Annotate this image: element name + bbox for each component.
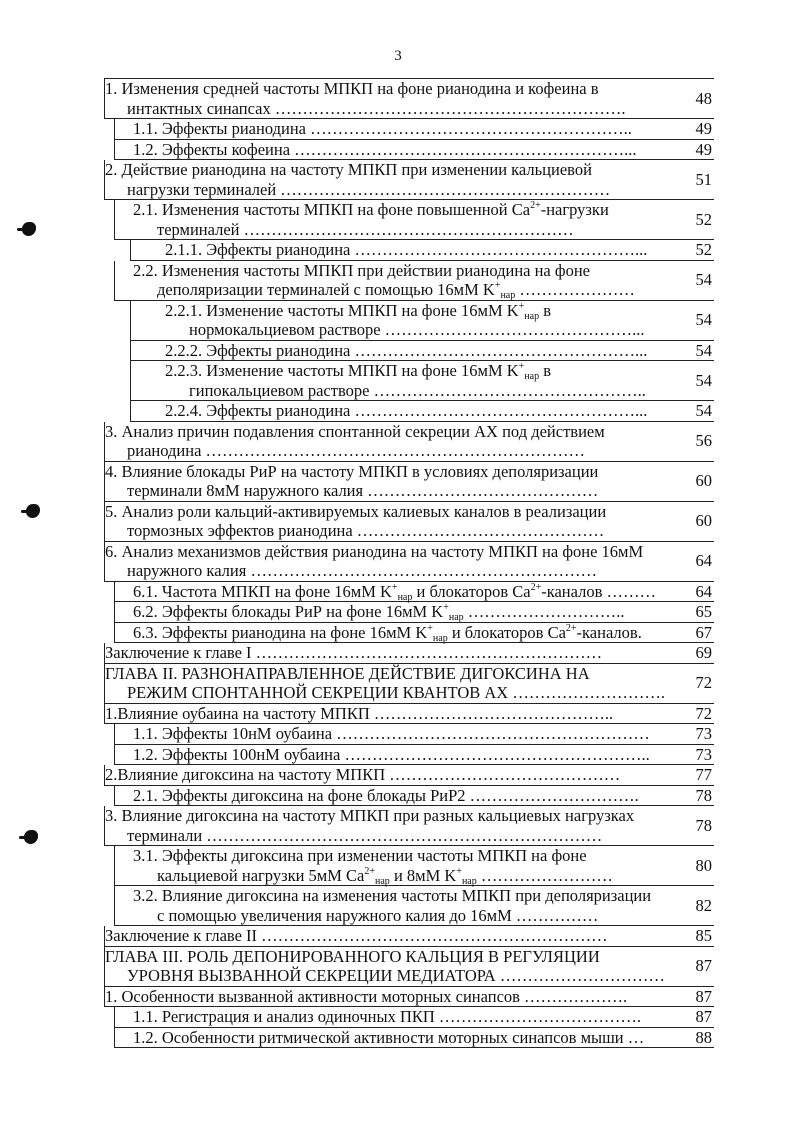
toc-entry-title [105,643,676,663]
toc-entry-page: 54 [695,310,712,330]
toc-entry-line: 3. Влияние дигоксина на частоту МПКП при разных кальциевых нагрузках [105,806,635,825]
toc-entry-line: 1. Особенности вызванной активности моторных синапсов ………………. [105,986,628,1006]
toc-entry-page: 52 [695,240,712,259]
toc-entry-line: рианодина …………………………………………………………… [127,441,586,460]
toc-entry-line: нагрузки терминалей …………………………………………………… [127,179,611,199]
toc-entry [130,341,714,362]
toc-entry-title [105,79,676,118]
toc-entry-line: Заключение к главе II ……………………………………………………… [105,926,608,945]
toc-entry-line: деполяризации терминалей с помощью 16мМ $K^+_{нар}$ ………………… [157,280,635,301]
toc-entry [104,462,714,502]
toc-entry-page: 72 [695,673,712,693]
toc-entry-title [105,987,676,1007]
toc-entry-title [115,724,676,744]
toc-entry-line: 2.2.1. Изменение частоты МПКП на фоне 16мМ $K^+_{нар}$ в [165,300,552,322]
toc-entry [104,664,714,704]
toc-entry-line: 3.2. Влияние дигоксина на изменения частоты МПКП при деполяризации [133,886,652,905]
toc-entry-line: кальциевой нагрузки 5мМ $Ca^{2+}_{нар}$ и 8мМ $K^+_{нар}$ …………………… [157,865,613,887]
toc-entry [104,502,714,542]
toc-entry [130,401,714,422]
toc-entry-line: терминали ……………………………………………………………… [127,825,603,845]
toc-entry-title [105,542,676,581]
table-of-contents [104,78,714,1048]
toc-entry-title [115,786,676,806]
toc-entry-page: 64 [695,551,712,571]
toc-entry-page: 60 [695,511,712,531]
toc-entry-title [115,200,676,239]
toc-entry-title [131,361,676,400]
toc-entry-page: 56 [695,431,712,451]
toc-entry [104,643,714,664]
toc-entry-page: 88 [695,1027,712,1047]
toc-entry-line: 1.1. Эффекты 10нМ оубаина ………………………………………………… [133,724,650,743]
toc-entry [104,542,714,582]
toc-entry-title [105,704,676,724]
toc-entry-line: интактных синапсах ………………………………………………………. [127,98,626,118]
toc-entry-page: 51 [695,169,712,189]
toc-entry-title [115,623,676,643]
toc-entry-line: тормозных эффектов рианодина ……………………………………… [127,521,605,540]
toc-entry [114,623,714,644]
toc-entry-line: УРОВНЯ ВЫЗВАННОЙ СЕКРЕЦИИ МЕДИАТОРА ………………………… [127,966,665,985]
toc-entry-line: 1.2. Эффекты кофеина ……………………………………………………... [133,139,637,159]
toc-entry-line: 6. Анализ механизмов действия рианодина на частоту МПКП на фоне 16мМ [105,541,644,561]
toc-entry-line: 3.1. Эффекты дигоксина при изменении частоты МПКП на фоне [133,846,587,865]
toc-entry-line: терминали 8мМ наружного калия …………………………………… [127,481,599,500]
toc-entry-line: ГЛАВА III. РОЛЬ ДЕПОНИРОВАННОГО КАЛЬЦИЯ В РЕГУЛЯЦИИ [105,946,600,966]
toc-entry-line: 1.2. Эффекты 100нМ оубаина ……………………………………………….. [133,744,650,764]
toc-entry-title [131,341,676,361]
toc-entry-line: 5. Анализ роли кальций-активируемых калиевых каналов в реализации [105,501,607,521]
toc-entry-line: 2.2.4. Эффекты рианодина ……………………………………………... [165,401,648,420]
toc-entry [104,704,714,725]
toc-entry-page: 77 [695,765,712,784]
toc-entry-title [105,806,676,845]
toc-entry-page: 54 [695,270,712,290]
ink-blot-1 [22,222,36,236]
toc-entry [104,160,714,200]
toc-entry-title [105,926,676,946]
toc-entry [104,926,714,947]
toc-entry-line: терминалей …………………………………………………… [157,219,574,239]
toc-entry [130,240,714,261]
toc-entry [114,724,714,745]
toc-entry-page: 78 [695,815,712,835]
toc-entry-line: 4. Влияние блокады РиР на частоту МПКП в условиях деполяризации [105,461,599,481]
toc-entry-line: 6.3. Эффекты рианодина на фоне 16мМ $K^+_{нар}$ и блокаторов $Ca^{2+}$-каналов. [133,622,642,644]
toc-entry-title [115,140,676,160]
toc-entry [114,786,714,807]
toc-entry-title [115,261,676,300]
toc-entry-line: ГЛАВА II. РАЗНОНАПРАВЛЕННОЕ ДЕЙСТВИЕ ДИГОКСИНА НА [105,663,590,683]
ink-blot-3 [24,830,38,844]
toc-entry-line: 6.1. Частота МПКП на фоне 16мМ $K^+_{нар}$ и блокаторов $Ca^{2+}$-каналов ……… [133,581,656,603]
toc-entry-page: 49 [695,119,712,138]
toc-entry-title [105,664,676,703]
toc-entry-title [115,582,676,602]
toc-entry-title [105,502,676,541]
toc-entry-page: 67 [695,622,712,642]
toc-entry [104,765,714,786]
toc-entry-line: 2. Действие рианодина на частоту МПКП при изменении кальциевой [105,160,592,179]
toc-entry-page: 64 [695,581,712,601]
toc-entry [114,200,714,240]
toc-entry-title [115,1007,676,1027]
page-number: 3 [394,48,402,64]
toc-entry-line: нормокальциевом растворе ………………………………………... [189,320,645,339]
toc-entry-page: 54 [695,340,712,360]
toc-entry-line: 1. Изменения средней частоты МПКП на фоне рианодина и кофеина в [105,79,599,98]
toc-entry-page: 73 [695,724,712,743]
toc-entry-title [115,119,676,139]
toc-entry-page: 72 [695,703,712,723]
toc-entry-line: 1.2. Особенности ритмической активности моторных синапсов мыши … [133,1027,645,1047]
toc-entry [114,602,714,623]
toc-entry [104,78,714,119]
toc-entry-line: 2.1.1. Эффекты рианодина ……………………………………………... [165,240,648,259]
toc-entry-title [105,947,676,986]
toc-entry-title [115,602,676,622]
toc-entry-page: 87 [695,1007,712,1026]
toc-entry-title [131,240,676,260]
toc-entry [104,422,714,462]
toc-entry-page: 87 [695,986,712,1006]
toc-entry-page: 78 [695,785,712,805]
toc-entry-line: 2.2.3. Изменение частоты МПКП на фоне 16мМ $K^+_{нар}$ в [165,361,552,382]
toc-entry [104,987,714,1008]
toc-entry-line: с помощью увеличения наружного калия до 16мМ …………… [157,905,599,925]
toc-entry [114,140,714,161]
toc-entry-page: 82 [695,895,712,915]
toc-entry-line: 1.Влияние оубаина на частоту МПКП …………………………………….. [105,703,614,723]
toc-entry-title [105,462,676,501]
toc-entry-title [115,846,676,885]
toc-entry [114,1007,714,1028]
ink-blot-2 [26,504,40,518]
toc-entry-title [131,401,676,421]
toc-entry [114,261,714,301]
toc-entry-line: Заключение к главе I ……………………………………………………… [105,643,603,662]
toc-entry-line: РЕЖИМ СПОНТАННОЙ СЕКРЕЦИИ КВАНТОВ АХ ………………………. [127,683,665,702]
toc-entry-page: 60 [695,471,712,491]
toc-entry-title [131,301,676,340]
toc-entry-line: 2.1. Изменения частоты МПКП на фоне повышенной $Ca^{2+}$-нагрузки [133,200,609,219]
toc-entry-page: 80 [695,855,712,875]
toc-entry-line: 2.2.2. Эффекты рианодина ……………………………………………... [165,340,648,360]
toc-entry-line: наружного калия ……………………………………………………… [127,561,597,580]
toc-entry [114,886,714,926]
toc-entry-title [115,1028,676,1048]
toc-entry-page: 52 [695,209,712,229]
toc-entry-title [105,160,676,199]
toc-entry-title [115,745,676,765]
toc-entry-line: 3. Анализ причин подавления спонтанной секреции АХ под действием [105,421,605,441]
toc-entry-title [105,765,676,785]
toc-entry [114,745,714,766]
toc-entry-line: гипокальциевом растворе ………………………………………….. [189,380,646,400]
toc-entry-line: 1.1. Эффекты рианодина ………………………………………………….. [133,119,632,138]
toc-entry-page: 49 [695,139,712,159]
toc-entry-page: 54 [695,401,712,420]
toc-entry-title [115,886,676,925]
toc-entry-page: 65 [695,602,712,621]
toc-entry-line: 1.1. Регистрация и анализ одиночных ПКП ………………………………. [133,1007,642,1026]
toc-entry-page: 85 [695,926,712,945]
toc-entry-page: 48 [695,88,712,108]
toc-entry-line: 2.Влияние дигоксина на частоту МПКП …………………………………… [105,765,621,784]
toc-entry-page: 87 [695,956,712,976]
toc-entry-page: 73 [695,744,712,764]
toc-entry [104,806,714,846]
toc-entry-page: 54 [695,370,712,390]
toc-entry-line: 6.2. Эффекты блокады РиР на фоне 16мМ $K^+_{нар}$ ……………………….. [133,602,625,623]
toc-entry-line: 2.1. Эффекты дигоксина на фоне блокады РиР2 …………………………. [133,785,639,805]
toc-entry [114,119,714,140]
toc-entry-line: 2.2. Изменения частоты МПКП при действии рианодина на фоне [133,260,590,280]
toc-entry [114,582,714,603]
toc-entry [114,1028,714,1049]
toc-entry [104,947,714,987]
toc-entry [130,361,714,401]
toc-entry-title [105,422,676,461]
toc-entry [130,301,714,341]
toc-entry-page: 69 [695,643,712,662]
toc-entry [114,846,714,886]
